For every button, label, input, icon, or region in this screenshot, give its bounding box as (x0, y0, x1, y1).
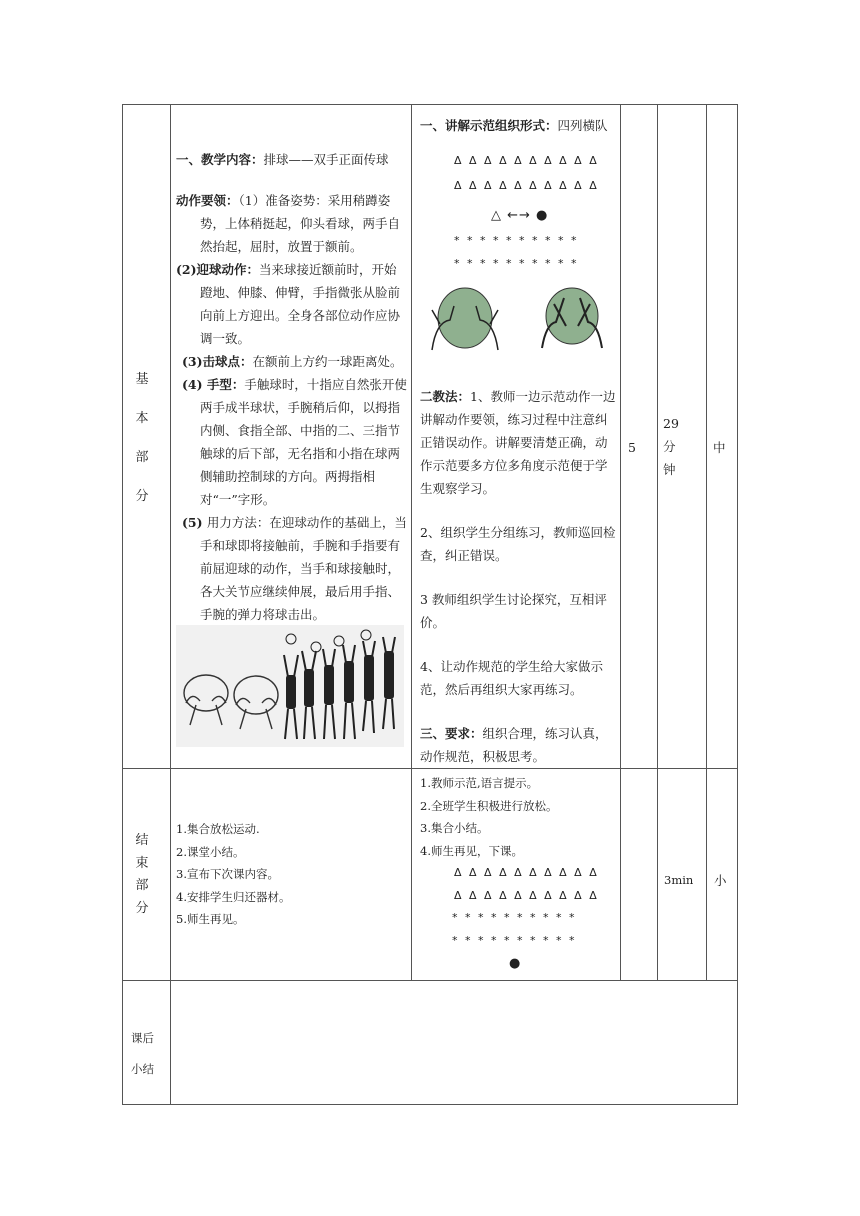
after-class-summary-label: 课后 小结 (131, 1031, 154, 1076)
teaching-method: 二教法：1、教师一边示范动作一边讲解动作要领，练习过程中注意纠正错误动作。讲解要清楚正确，动作示范要多方位多角度示范便于学生观察学习。 2、组织学生分组练习，教师巡回检查，纠正错误。 3 教师组织学生讨论探究，互相评价。 4、让动作规范的学生给大家做示范，然后再组织大家再练习。 三、要求：组织合理，练习认真，动作规范，积极思考。 (420, 389, 616, 764)
hand-shape-illustration (424, 284, 610, 358)
content-item-6: (5) 用力方法：在迎球动作的基础上，当手和球即将接触前，手腕和手指要有前屈迎球的动作，当手和球接触时，各大关节应继续伸展，最后用手指、手腕的弹力将球击出。 (182, 515, 407, 622)
col-divider (411, 105, 412, 980)
col-divider (170, 105, 171, 980)
content-item-2: 动作要领：（1）准备姿势：采用稍蹲姿势，上体稍挺起，仰头看球，两手自然抬起，屈肘，放置于额前。 (176, 193, 401, 254)
volleyball-pass-illustration (176, 625, 404, 747)
org-form: 一、讲解示范组织形式：四列横队 (420, 118, 608, 133)
content-item-1: 一、教学内容：排球——双手正面传球 (176, 152, 389, 167)
end-method: 1.教师示范,语言提示。 2.全班学生积极进行放松。 3.集合小结。 4.师生再见，下课。 (420, 776, 558, 858)
basic-duration: 29 分 钟 (663, 416, 679, 477)
student-row-triangles: Δ Δ Δ Δ Δ Δ Δ Δ Δ Δ (454, 154, 599, 167)
teaching-content (176, 148, 408, 626)
content-item-4: (3)击球点：在额前上方约一球距离处。 (182, 354, 403, 369)
end-row-triangles: Δ Δ Δ Δ Δ Δ Δ Δ Δ Δ (454, 866, 599, 879)
row-divider (123, 980, 737, 981)
end-row-triangles: Δ Δ Δ Δ Δ Δ Δ Δ Δ Δ (454, 889, 599, 902)
col-divider (657, 105, 658, 980)
student-row-stars: * * * * * * * * * * (454, 234, 579, 247)
col-divider (620, 105, 621, 980)
student-row-triangles: Δ Δ Δ Δ Δ Δ Δ Δ Δ Δ (454, 179, 599, 192)
end-intensity: 小 (714, 873, 727, 888)
content-item-5: (4) 手型：手触球时，十指应自然张开使两手成半球状，手腕稍后仰，以拇指内侧、食指全部、中指的二、三指节触球的后下部，无名指和小指在球两侧辅助控制球的方向。两拇指相对“一”字形。 (182, 377, 407, 507)
teacher-position: △ ←→ ● (491, 208, 549, 223)
row-divider (123, 768, 737, 769)
end-duration: 3min (664, 873, 694, 887)
basic-section-label: 基 本 部 分 (135, 372, 149, 504)
basic-intensity: 中 (713, 440, 726, 455)
end-row-stars: * * * * * * * * * * (452, 934, 577, 947)
col-divider (706, 105, 707, 980)
teacher-dot-icon: ● (509, 956, 523, 971)
student-row-stars: * * * * * * * * * * (454, 257, 579, 270)
repetitions: 5 (628, 440, 636, 455)
col-divider (170, 980, 171, 1105)
end-content: 1.集合放松运动. 2.课堂小结。 3.宣布下次课内容。 4.安排学生归还器材。 5.师生再见。 (176, 822, 291, 926)
content-item-3: (2)迎球动作：当来球接近额前时，开始蹬地、伸膝、伸臂，手指微张从脸前向前上方迎出。全身各部位动作应协调一致。 (176, 262, 401, 346)
end-section-label: 结 束 部 分 (135, 833, 149, 916)
end-row-stars: * * * * * * * * * * (452, 911, 577, 924)
